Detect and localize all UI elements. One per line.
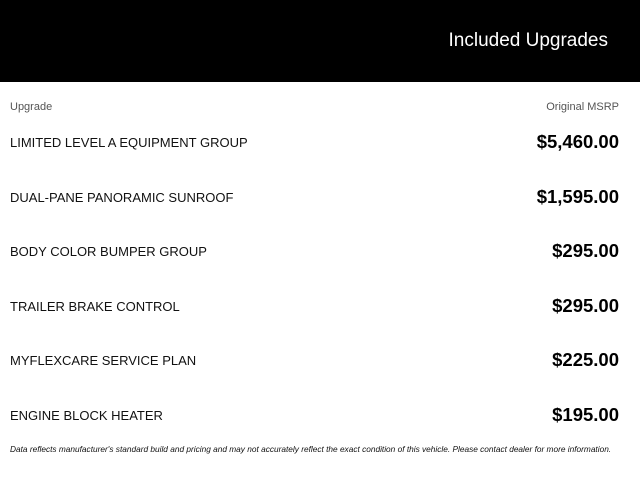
upgrades-list (10, 114, 619, 441)
msrp-column-header: Original MSRP (546, 101, 619, 113)
upgrade-price: $5,460.00 (536, 131, 619, 152)
upgrade-column-header: Upgrade (10, 101, 53, 113)
column-headers (10, 100, 619, 114)
disclaimer-text: Data reflects manufacturer's standard build and pricing and may not accurately reflect the exact condition of this vehicle. Please contact dealer for more information. (10, 444, 612, 454)
upgrade-row (10, 114, 619, 169)
upgrade-row (10, 387, 619, 442)
upgrade-price: $295.00 (552, 240, 619, 261)
upgrade-price: $225.00 (552, 349, 619, 370)
header-bar (0, 0, 640, 82)
upgrade-row (10, 169, 619, 224)
upgrade-price: $295.00 (552, 294, 619, 316)
upgrade-row (10, 332, 619, 387)
upgrade-price: $1,595.00 (536, 185, 619, 207)
upgrade-row (10, 278, 619, 333)
upgrade-name: BODY COLOR BUMPER GROUP (10, 244, 207, 259)
upgrade-name: ENGINE BLOCK HEATER (10, 407, 163, 423)
upgrade-name: TRAILER BRAKE CONTROL (10, 298, 180, 314)
upgrade-name: MYFLEXCARE SERVICE PLAN (10, 353, 197, 368)
upgrade-name: LIMITED LEVEL A EQUIPMENT GROUP (10, 135, 248, 150)
upgrade-row (10, 223, 619, 278)
upgrade-name: DUAL-PANE PANORAMIC SUNROOF (10, 189, 234, 205)
upgrade-price: $195.00 (552, 403, 619, 425)
page-title: Included Upgrades (448, 30, 608, 51)
